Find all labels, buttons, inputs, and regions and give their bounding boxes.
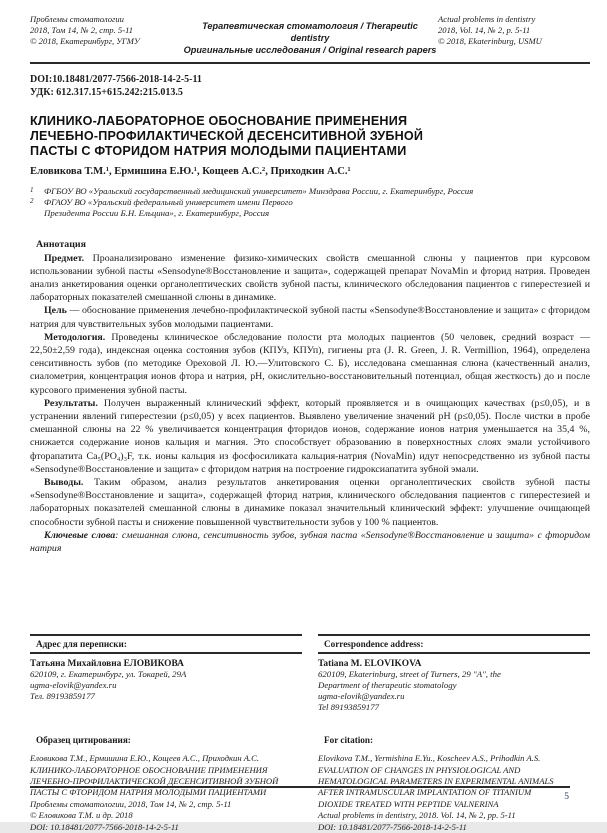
title-line-3: ПАСТЫ С ФТОРИДОМ НАТРИЯ МОЛОДЫМИ ПАЦИЕНТАМИ xyxy=(30,144,407,158)
abstract-par-goal-label: Цель xyxy=(44,305,67,317)
abstract-par-goal-text: — обоснование применения лечебно-профилактической зубной пасты «Sensodyne®Восстановление и защита» с фторидом натрия для чувствительных зубов молодыми пациентами. xyxy=(30,305,591,330)
journal-issue-en: 2018, Vol. 14, № 2, p. 5-11 xyxy=(438,25,531,35)
citation-block xyxy=(30,735,590,833)
abstract-par-subject-text: Проанализировано изменение физико-химических свойств смешанной слюны у пациентов при курсовом использовании зубной пасты «Sensodyne®Восстановление и защита», содержащей препарат NovaMin и фторид натрия. Проведен анализ анкетирования оценки органолептических свойств зубной пасты, клинического обследования пациентов с гиперестезией и лабораторных показателей смешанной слюны в динамике. xyxy=(30,252,591,304)
affiliation-1-text: ФГБОУ ВО «Уральский государственный медицинский университет» Минздрава России, г. Екатеринбург, Россия xyxy=(44,186,474,196)
keywords-text: : смешанная слюна, сенситивность зубов, зубная паста «Sensodyne®Восстановление и защита» с фторидом натрия xyxy=(30,529,590,555)
citation-ru-lines: Еловикова Т.М., Ермишина Е.Ю., Кощеев А.С., Приходкин А.С. КЛИНИКО-ЛАБОРАТОРНОЕ ОБОСНОВАНИЕ ПРИМЕНЕНИЯ ЛЕЧЕБНО-ПРОФИЛАКТИЧЕСКОЙ ДЕСЕНСИТИВНОЙ ЗУБНОЙ ПАСТЫ С ФТОРИДОМ НАТРИЯ МОЛОДЫМИ ПАЦИЕНТАМИ Проблемы стоматологии, 2018, Том 14, № 2, стр. 5-11 © Еловикова Т.М. и др. 2018 DOI: 10.18481/2077-7566-2018-14-2-5-11 xyxy=(30,753,279,832)
abstract-par-results-label: Результаты. xyxy=(44,397,98,409)
keywords-paragraph xyxy=(30,529,590,555)
abstract-heading: Аннотация xyxy=(36,239,86,251)
citation-en xyxy=(318,735,590,833)
correspondence-ru-heading: Адрес для переписки: xyxy=(30,634,302,654)
journal-info-ru xyxy=(30,14,182,47)
journal-name-en: Actual problems in dentistry xyxy=(438,14,536,24)
citation-en-lines: Elovikova T.M., Yermishina E.Yu., Koscheev A.S., Prihodkin A.S. EVALUATION OF CHANGES IN PHYSIOLOGICAL AND HEMATOLOGICAL PARAMETERS IN EXPERIMENTAL ANIMALS AFTER INTRAMUSCULAR IMPLANTATION OF TITANIUM DIOXIDE TREATED WITH PEPTIDE VALNERINA Actual problems in dentistry, 2018. Vol. 14, № 2, pp. 5-11 DOI: 10.18481/2077-7566-2018-14-2-5-11 xyxy=(318,753,554,832)
page-number: 5 xyxy=(564,792,569,802)
citation-ru-heading: Образец цитирования: xyxy=(36,735,131,746)
abstract-par-methodology-label: Методология. xyxy=(44,331,106,343)
meta-block xyxy=(30,73,590,99)
affiliation-2 xyxy=(30,197,590,219)
abstract-par-results xyxy=(30,397,590,476)
abstract-section xyxy=(30,238,590,555)
section-banner xyxy=(182,14,438,56)
title-line-2: ЛЕЧЕБНО-ПРОФИЛАКТИЧЕСКОЙ ДЕСЕНСИТИВНОЙ ЗУБНОЙ xyxy=(30,129,424,143)
journal-copyright-ru: © 2018, Екатеринбург, УГМУ xyxy=(30,36,140,46)
correspondence-ru xyxy=(30,634,302,713)
correspondence-ru-name: Татьяна Михайловна ЕЛОВИКОВА xyxy=(30,659,184,670)
keywords-label: Ключевые слова xyxy=(44,529,116,541)
title-line-1: КЛИНИКО-ЛАБОРАТОРНОЕ ОБОСНОВАНИЕ ПРИМЕНЕНИЯ xyxy=(30,114,408,128)
authors-line: Еловикова Т.М.¹, Ермишина Е.Ю.¹, Кощеев А.С.², Приходкин А.С.¹ xyxy=(30,166,351,177)
affiliations xyxy=(30,186,590,218)
abstract-par-conclusions-label: Выводы. xyxy=(44,477,84,489)
citation-ru xyxy=(30,735,302,833)
affiliation-1 xyxy=(30,186,590,197)
udk-line: УДК: 612.317.15+615.242:215.013.5 xyxy=(30,87,183,98)
article-title xyxy=(30,114,590,159)
correspondence-block xyxy=(30,634,590,713)
correspondence-en-lines: 620109, Ekaterinburg, street of Turners, 29 "A", the Department of therapeutic stomatology ugma-elovik@yandex.ru Tel 89193859177 xyxy=(318,669,501,713)
affiliation-2-text: ФГАОУ ВО «Уральский федеральный университет имени Первого Президента России Б.Н. Ельцина», г. Екатеринбург, Россия xyxy=(44,196,293,218)
header-rule xyxy=(30,62,590,64)
section-name: Терапевтическая стоматология / Therapeutic dentistry xyxy=(202,21,418,43)
abstract-par-subject-label: Предмет. xyxy=(44,252,85,264)
abstract-par-conclusions xyxy=(30,476,590,529)
journal-info-en xyxy=(438,14,590,47)
correspondence-en-heading: Correspondence address: xyxy=(318,634,590,654)
journal-copyright-en: © 2018, Ekaterinburg, USMU xyxy=(438,36,542,46)
paper-type: Оригинальные исследования / Original research papers xyxy=(183,45,437,55)
abstract-par-subject xyxy=(30,252,590,305)
correspondence-ru-lines: 620109, г. Екатеринбург, ул. Токарей, 29А ugma-elovik@yandex.ru Тел. 89193859177 xyxy=(30,669,187,702)
abstract-par-goal xyxy=(30,304,590,330)
affiliation-2-marker: 2 xyxy=(30,196,34,205)
doi-line: DOI:10.18481/2077-7566-2018-14-2-5-11 xyxy=(30,74,202,85)
correspondence-en xyxy=(318,634,590,713)
journal-name-ru: Проблемы стоматологии xyxy=(30,14,124,24)
citation-en-heading: For citation: xyxy=(324,735,374,746)
abstract-par-conclusions-text: Таким образом, анализ результатов анкетирования оценки органолептических свойств зубной пасты «Sensodyne®Восстановление и защита», содержащей фторид натрия, клинического обследования пациентов с гиперестезией и лабораторных показателей смешанной слюны в динамике показал значительный клинический эффект: улучшение очищающей способности зубной пасты и снижение повышенной чувствительности зубов у 100 % пациентов. xyxy=(30,477,591,528)
journal-header xyxy=(30,14,590,56)
abstract-par-results-text: Получен выраженный клинический эффект, который проявляется и в очищающих качествах (p≤0,05), и в устранении явлений гиперестезии (p≤0,05) у всех пациентов. Выявлено увеличение значений pH (p≤0,05). После чистки в пробе смешанной слюны на 22 % увеличивается концентрация фторидов ионов, содержание ионов натрия уменьшается на 35,4 %, снижается содержание ионов кальция и магния. Это способствует образованию в поверхностных слоях эмали устойчивого фторапатита Ca₅(PO₄)₃F, т.к. ионы кальция из фосфосиликата кальция-натрия (NovaMin) идут непосредственно из зубной пасты «Sensodyne®Восстановление и защита» с фторидом натрия на построение гидроксиапатита зубной эмали. xyxy=(30,397,590,475)
footer-rule xyxy=(30,786,570,788)
journal-issue-ru: 2018, Том 14, № 2, стр. 5-11 xyxy=(30,25,134,35)
abstract-par-methodology xyxy=(30,331,590,397)
affiliation-1-marker: 1 xyxy=(30,186,34,194)
abstract-par-methodology-text: Проведены клиническое обследование полости рта молодых пациентов (50 человек, средний возраст — 22,50±2,59 года), индексная оценка состояния зубов (КПУз, КПУп), гигиены рта (J. R. Green, J. R. Vermillion, 1964), определена сенситивность зубов (по методике Ореховой Л. Ю.—Улитовского С. Б), исследована смешанная слюна (качественный анализ, сиалометрия, концентрация ионов фтора и натрия, pH, окислительно-восстановительный потенциал, общая жесткость) до и после курсового применения зубной пасты. xyxy=(30,331,590,396)
correspondence-en-name: Tatiana M. ELOVIKOVA xyxy=(318,659,422,670)
